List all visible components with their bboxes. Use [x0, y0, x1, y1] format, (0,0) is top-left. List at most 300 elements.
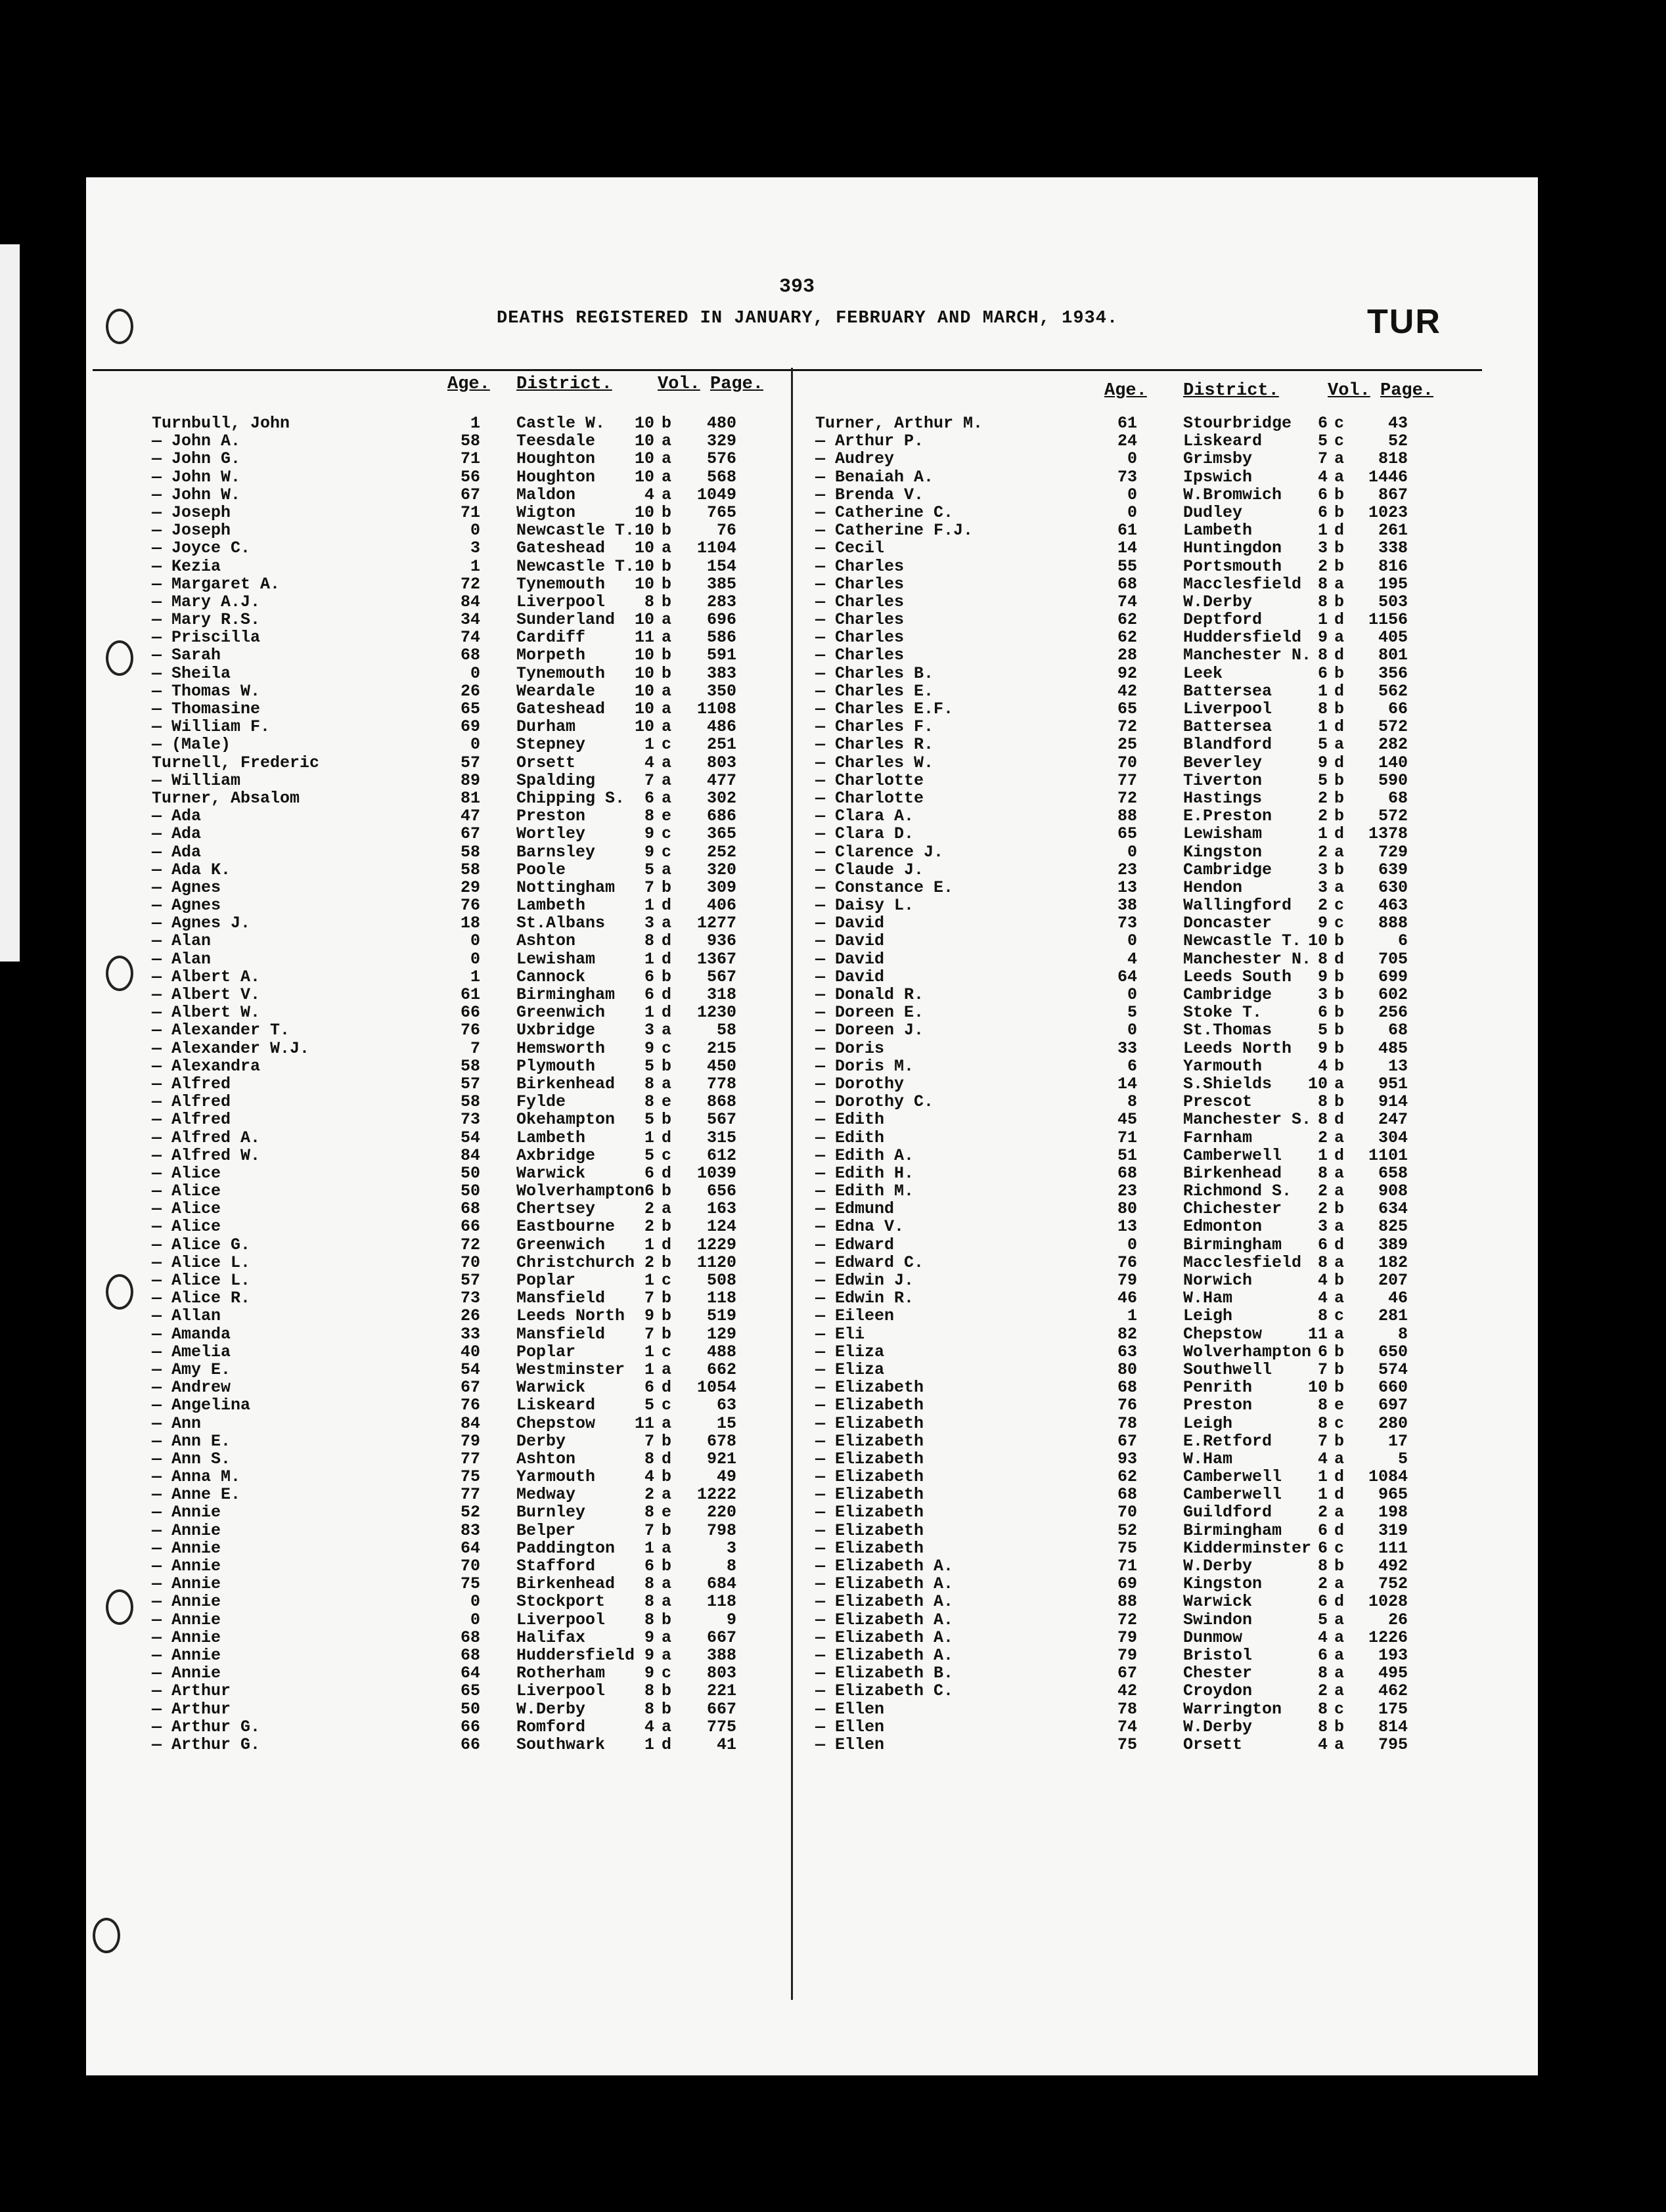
entry-age: 0 — [1127, 1235, 1137, 1254]
entry-age: 75 — [1117, 1538, 1137, 1558]
entry-page: 8 — [726, 1557, 736, 1576]
entry-name: — Arthur G. — [152, 1735, 261, 1754]
entry-volume: 10 — [634, 556, 654, 576]
entry-volume-section: d — [662, 1378, 672, 1398]
entry-page: 3 — [726, 1538, 736, 1558]
entry-page: 319 — [1378, 1520, 1408, 1540]
entry-age: 75 — [460, 1574, 480, 1594]
entry-page: 818 — [1378, 449, 1408, 469]
page-title: DEATHS REGISTERED IN JANUARY, FEBRUARY AND MARCH, 1934. — [497, 309, 1119, 328]
entry-district: Macclesfield — [1183, 574, 1302, 594]
entry-district: Greenwich — [516, 1003, 606, 1023]
entry-volume-section: d — [1334, 646, 1345, 665]
entry-district: Cambridge — [1183, 985, 1272, 1004]
entry-page: 867 — [1378, 485, 1408, 504]
entry-volume: 3 — [644, 1021, 654, 1040]
entry-volume-section: d — [1334, 521, 1345, 541]
entry-volume-section: d — [1334, 717, 1345, 737]
entry-volume: 9 — [1317, 753, 1328, 772]
entry-name: — Amanda — [152, 1324, 231, 1344]
entry-district: Stockport — [516, 1592, 606, 1612]
entry-volume: 8 — [644, 1574, 654, 1594]
entry-name: — Alice L. — [152, 1252, 251, 1272]
entry-page: 280 — [1378, 1413, 1408, 1433]
entry-name: — Edward — [815, 1235, 895, 1254]
entry-age: 73 — [1117, 914, 1137, 933]
entry-name: — Annie — [152, 1574, 221, 1594]
entry-name: — Annie — [152, 1520, 221, 1540]
entry-page: 46 — [1387, 1289, 1408, 1308]
entry-volume: 10 — [1307, 1074, 1328, 1094]
entry-volume-section: a — [662, 539, 672, 558]
entry-age: 28 — [1117, 646, 1137, 665]
entry-page: 795 — [1378, 1735, 1408, 1754]
entry-name: — Catherine F.J. — [815, 521, 974, 541]
punch-hole-icon — [106, 309, 133, 344]
entry-page: 281 — [1378, 1306, 1408, 1326]
entry-volume: 7 — [644, 1289, 654, 1308]
entry-volume-section: d — [1334, 1520, 1345, 1540]
entry-name: — Charles W. — [815, 753, 934, 772]
entry-district: W.Ham — [1183, 1289, 1233, 1308]
entry-page: 8 — [1397, 1324, 1408, 1344]
entry-age: 68 — [460, 646, 480, 665]
entry-volume: 8 — [1317, 574, 1328, 594]
entry-volume: 5 — [1317, 431, 1328, 451]
entry-name: Turner, Absalom — [152, 788, 300, 808]
entry-page: 602 — [1378, 985, 1408, 1004]
entry-name: — Daisy L. — [815, 896, 914, 916]
entry-district: Richmond S. — [1183, 1182, 1292, 1201]
entry-age: 74 — [1117, 1717, 1137, 1736]
entry-page: 68 — [1387, 1021, 1408, 1040]
entry-volume-section: b — [662, 1610, 672, 1629]
entry-district: Dudley — [1183, 502, 1243, 522]
entry-age: 68 — [1117, 574, 1137, 594]
punch-hole-icon — [106, 1589, 133, 1625]
entry-district: Mansfield — [516, 1289, 606, 1308]
entry-age: 4 — [1127, 949, 1137, 969]
entry-district: Poplar — [516, 1271, 576, 1290]
entry-name: — Donald R. — [815, 985, 924, 1004]
entry-volume-section: b — [662, 1289, 672, 1308]
entry-volume-section: a — [1334, 449, 1345, 469]
entry-volume: 6 — [1317, 414, 1328, 433]
entry-name: — Joseph — [152, 521, 231, 541]
entry-name: — Ada — [152, 824, 202, 844]
entry-age: 88 — [1117, 1592, 1137, 1612]
entry-volume-section: a — [662, 770, 672, 790]
entry-page: 662 — [706, 1360, 736, 1379]
entry-name: — Elizabeth A. — [815, 1574, 954, 1594]
entry-page: 1084 — [1368, 1467, 1408, 1487]
entry-district: Blandford — [1183, 735, 1272, 755]
entry-page: 198 — [1378, 1503, 1408, 1522]
entry-district: W.Derby — [516, 1699, 586, 1719]
entry-district: Gateshead — [516, 699, 606, 719]
entry-page: 329 — [706, 431, 736, 451]
entry-page: 477 — [706, 770, 736, 790]
entry-age: 92 — [1117, 663, 1137, 683]
entry-age: 73 — [1117, 467, 1137, 487]
entry-volume: 10 — [634, 539, 654, 558]
entry-district: Spalding — [516, 770, 596, 790]
entry-volume: 4 — [644, 1717, 654, 1736]
entry-age: 29 — [460, 877, 480, 897]
entry-volume-section: b — [662, 574, 672, 594]
entry-volume-section: a — [662, 485, 672, 504]
entry-page: 68 — [1387, 788, 1408, 808]
entry-volume-section: a — [1334, 1163, 1345, 1183]
entry-age: 0 — [470, 931, 480, 951]
entry-volume-section: b — [1334, 770, 1345, 790]
entry-volume: 1 — [644, 1128, 654, 1147]
entry-district: Portsmouth — [1183, 556, 1282, 576]
entry-district: Chichester — [1183, 1199, 1282, 1219]
entry-volume: 1 — [644, 1735, 654, 1754]
entry-name: — Doreen E. — [815, 1003, 924, 1023]
entry-district: Teesdale — [516, 431, 596, 451]
entry-age: 26 — [460, 1306, 480, 1326]
entry-age: 78 — [1117, 1413, 1137, 1433]
entry-age: 18 — [460, 914, 480, 933]
entry-age: 88 — [1117, 807, 1137, 826]
entry-volume-section: d — [662, 1449, 672, 1469]
entry-page: 304 — [1378, 1128, 1408, 1147]
entry-district: Bristol — [1183, 1645, 1253, 1665]
entry-age: 65 — [460, 699, 480, 719]
entry-volume-section: d — [1334, 753, 1345, 772]
entry-volume: 9 — [644, 1645, 654, 1665]
entry-volume: 5 — [1317, 735, 1328, 755]
entry-volume-section: b — [662, 592, 672, 611]
entry-volume: 6 — [1317, 485, 1328, 504]
entry-volume: 2 — [1317, 1574, 1328, 1594]
entry-district: E.Retford — [1183, 1431, 1272, 1451]
entry-age: 72 — [460, 1235, 480, 1254]
entry-volume-section: a — [1334, 1574, 1345, 1594]
entry-page: 251 — [706, 735, 736, 755]
entry-name: — Agnes — [152, 877, 221, 897]
entry-name: — John W. — [152, 485, 241, 504]
entry-district: S.Shields — [1183, 1074, 1272, 1094]
entry-district: Axbridge — [516, 1145, 596, 1165]
entry-volume: 9 — [644, 1038, 654, 1058]
entry-page: 207 — [1378, 1271, 1408, 1290]
entry-page: 660 — [1378, 1378, 1408, 1398]
entry-age: 68 — [460, 1627, 480, 1647]
entry-volume: 2 — [644, 1252, 654, 1272]
entry-volume: 9 — [644, 842, 654, 862]
entry-volume: 6 — [644, 1378, 654, 1398]
entry-page: 252 — [706, 842, 736, 862]
entry-district: Huddersfield — [1183, 628, 1302, 648]
entry-volume: 6 — [644, 985, 654, 1004]
entry-age: 76 — [460, 1021, 480, 1040]
entry-volume: 1 — [644, 949, 654, 969]
entry-page: 576 — [706, 449, 736, 469]
entry-volume-section: e — [662, 1503, 672, 1522]
entry-volume: 9 — [644, 824, 654, 844]
entry-age: 68 — [1117, 1485, 1137, 1505]
entry-volume-section: a — [662, 753, 672, 772]
entry-volume: 7 — [644, 1324, 654, 1344]
entry-district: Burnley — [516, 1503, 586, 1522]
entry-volume: 6 — [1317, 1342, 1328, 1361]
entry-volume-section: a — [662, 1360, 672, 1379]
entry-volume-section: a — [662, 1413, 672, 1433]
entry-district: Cardiff — [516, 628, 586, 648]
entry-volume: 4 — [1317, 1627, 1328, 1647]
entry-district: Liverpool — [516, 592, 606, 611]
entry-name: — Edith A. — [815, 1145, 914, 1165]
entry-page: 118 — [706, 1592, 736, 1612]
entry-volume-section: b — [662, 1110, 672, 1130]
entry-page: 63 — [716, 1396, 736, 1415]
entry-page: 13 — [1387, 1056, 1408, 1076]
entry-volume: 7 — [644, 770, 654, 790]
entry-volume-section: b — [1334, 1360, 1345, 1379]
entry-page: 320 — [706, 860, 736, 879]
entry-volume: 1 — [1317, 717, 1328, 737]
entry-volume-section: b — [1334, 1378, 1345, 1398]
entry-volume: 4 — [644, 485, 654, 504]
entry-page: 801 — [1378, 646, 1408, 665]
entry-page: 43 — [1387, 414, 1408, 433]
entry-volume: 8 — [644, 807, 654, 826]
entry-page: 389 — [1378, 1235, 1408, 1254]
entry-page: 450 — [706, 1056, 736, 1076]
entry-district: Birmingham — [516, 985, 616, 1004]
entry-volume-section: b — [1334, 485, 1345, 504]
entry-district: Christchurch — [516, 1252, 635, 1272]
entry-age: 93 — [1117, 1449, 1137, 1469]
entry-page: 803 — [706, 1664, 736, 1683]
entry-volume-section: a — [1334, 1449, 1345, 1469]
entry-district: Kingston — [1183, 1574, 1263, 1594]
entry-volume: 1 — [1317, 681, 1328, 701]
entry-page: 508 — [706, 1271, 736, 1290]
entry-page: 658 — [1378, 1163, 1408, 1183]
entry-age: 1 — [470, 967, 480, 986]
entry-page: 356 — [1378, 663, 1408, 683]
entry-age: 76 — [460, 896, 480, 916]
entry-district: Nottingham — [516, 877, 616, 897]
entry-name: — Arthur — [152, 1699, 231, 1719]
entry-volume-section: a — [662, 699, 672, 719]
entry-age: 79 — [460, 1431, 480, 1451]
entry-name: — Eli — [815, 1324, 865, 1344]
entry-page: 302 — [706, 788, 736, 808]
entry-name: — Edwin J. — [815, 1271, 914, 1290]
entry-district: Penrith — [1183, 1378, 1253, 1398]
entry-district: Liverpool — [516, 1610, 606, 1629]
entry-name: — Alexander T. — [152, 1021, 290, 1040]
entry-page: 261 — [1378, 521, 1408, 541]
entry-volume-section: d — [1334, 681, 1345, 701]
entry-volume: 7 — [644, 1520, 654, 1540]
entry-age: 0 — [470, 1592, 480, 1612]
entry-district: Ipswich — [1183, 467, 1253, 487]
entry-page: 282 — [1378, 735, 1408, 755]
entry-district: Yarmouth — [1183, 1056, 1263, 1076]
entry-name: — Clarence J. — [815, 842, 944, 862]
entry-page: 154 — [706, 556, 736, 576]
entry-volume: 10 — [634, 699, 654, 719]
entry-volume-section: a — [662, 717, 672, 737]
entry-name: — Arthur P. — [815, 431, 924, 451]
entry-name: — Elizabeth — [815, 1538, 924, 1558]
entry-volume-section: b — [1334, 663, 1345, 683]
entry-district: Chepstow — [1183, 1324, 1263, 1344]
entry-volume-section: a — [662, 1574, 672, 1594]
entry-volume-section: b — [1334, 1717, 1345, 1736]
entry-page: 503 — [1378, 592, 1408, 611]
entry-volume-section: a — [1334, 877, 1345, 897]
entry-name: — Annie — [152, 1592, 221, 1612]
entry-district: Leek — [1183, 663, 1223, 683]
entry-volume: 10 — [634, 467, 654, 487]
entry-age: 14 — [1117, 539, 1137, 558]
entry-volume-section: d — [1334, 949, 1345, 969]
entry-page: 574 — [1378, 1360, 1408, 1379]
entry-page: 111 — [1378, 1538, 1408, 1558]
entry-age: 68 — [460, 1199, 480, 1219]
entry-volume: 8 — [644, 1681, 654, 1701]
entry-volume-section: b — [1334, 1557, 1345, 1576]
entry-age: 71 — [1117, 1557, 1137, 1576]
entry-age: 66 — [460, 1717, 480, 1736]
entry-name: — Ada — [152, 842, 202, 862]
entry-name: — Eliza — [815, 1360, 885, 1379]
entry-name: — Thomasine — [152, 699, 261, 719]
entry-age: 78 — [1117, 1699, 1137, 1719]
entry-age: 71 — [460, 502, 480, 522]
entry-name: — Charles — [815, 556, 905, 576]
entry-volume-section: c — [662, 1271, 672, 1290]
entry-volume: 8 — [644, 931, 654, 951]
entry-page: 350 — [706, 681, 736, 701]
entry-name: — Alfred — [152, 1110, 231, 1130]
entry-page: 1054 — [696, 1378, 736, 1398]
entry-volume-section: b — [662, 1431, 672, 1451]
entry-volume: 10 — [634, 521, 654, 541]
entry-page: 5 — [1397, 1449, 1408, 1469]
entry-page: 936 — [706, 931, 736, 951]
entry-age: 80 — [1117, 1199, 1137, 1219]
entry-district: Fylde — [516, 1092, 566, 1112]
entry-name: — Charles E. — [815, 681, 934, 701]
entry-volume-section: b — [662, 1699, 672, 1719]
entry-district: Liverpool — [1183, 699, 1272, 719]
entry-volume: 10 — [634, 610, 654, 630]
entry-district: Medway — [516, 1485, 576, 1505]
age-header: Age. — [447, 374, 490, 394]
entry-district: Warrington — [1183, 1699, 1282, 1719]
entry-page: 338 — [1378, 539, 1408, 558]
entry-name: — Edith M. — [815, 1182, 914, 1201]
entry-age: 72 — [460, 574, 480, 594]
entry-page: 52 — [1387, 431, 1408, 451]
entry-volume: 6 — [644, 1557, 654, 1576]
entry-volume: 1 — [644, 735, 654, 755]
entry-age: 42 — [1117, 681, 1137, 701]
entry-age: 70 — [1117, 1503, 1137, 1522]
entry-age: 46 — [1117, 1289, 1137, 1308]
entry-district: Romford — [516, 1717, 586, 1736]
entry-volume: 1 — [644, 1003, 654, 1023]
entry-age: 63 — [1117, 1342, 1137, 1361]
entry-volume: 4 — [644, 753, 654, 772]
entry-name: — Allan — [152, 1306, 221, 1326]
entry-volume: 6 — [644, 1163, 654, 1183]
entry-name: — Albert A. — [152, 967, 261, 986]
entry-volume-section: c — [662, 1038, 672, 1058]
entry-district: Guildford — [1183, 1503, 1272, 1522]
entry-volume-section: d — [662, 896, 672, 916]
entry-volume-section: d — [662, 1003, 672, 1023]
entry-volume: 2 — [1317, 1199, 1328, 1219]
entry-age: 13 — [1117, 1217, 1137, 1237]
entry-page: 591 — [706, 646, 736, 665]
entry-volume-section: a — [1334, 1503, 1345, 1522]
entry-age: 0 — [1127, 449, 1137, 469]
entry-volume: 5 — [644, 1056, 654, 1076]
entry-district: Camberwell — [1183, 1467, 1282, 1487]
entry-age: 73 — [460, 1110, 480, 1130]
entry-page: 1101 — [1368, 1145, 1408, 1165]
entry-name: — Alfred — [152, 1092, 231, 1112]
entry-volume-section: a — [662, 467, 672, 487]
entry-name: — Ellen — [815, 1735, 885, 1754]
entry-district: Tiverton — [1183, 770, 1263, 790]
entry-age: 56 — [460, 467, 480, 487]
entry-district: Newcastle T. — [1183, 931, 1302, 951]
entry-page: 888 — [1378, 914, 1408, 933]
entry-name: — David — [815, 967, 885, 986]
entry-age: 64 — [460, 1664, 480, 1683]
entry-district: Mansfield — [516, 1324, 606, 1344]
entry-volume: 8 — [1317, 1699, 1328, 1719]
entry-district: Leeds North — [1183, 1038, 1292, 1058]
entry-volume: 4 — [1317, 1056, 1328, 1076]
entry-district: Derby — [516, 1431, 566, 1451]
entry-district: Farnham — [1183, 1128, 1253, 1147]
entry-district: Wigton — [516, 502, 576, 522]
entry-volume-section: d — [1334, 1485, 1345, 1505]
entry-page: 1028 — [1368, 1592, 1408, 1612]
entry-volume-section: a — [1334, 1681, 1345, 1701]
entry-volume-section: c — [662, 842, 672, 862]
entry-page: 1039 — [696, 1163, 736, 1183]
entry-volume-section: d — [662, 931, 672, 951]
entry-volume-section: d — [662, 1163, 672, 1183]
entry-volume: 1 — [644, 1271, 654, 1290]
entry-volume: 8 — [1317, 1163, 1328, 1183]
entry-page: 765 — [706, 502, 736, 522]
entry-age: 50 — [460, 1182, 480, 1201]
entry-district: Lambeth — [1183, 521, 1253, 541]
entry-age: 67 — [1117, 1431, 1137, 1451]
entry-name: — Priscilla — [152, 628, 261, 648]
entry-page: 9 — [726, 1610, 736, 1629]
entry-page: 309 — [706, 877, 736, 897]
entry-volume: 6 — [644, 1182, 654, 1201]
entry-district: Croydon — [1183, 1681, 1253, 1701]
entry-district: Birkenhead — [1183, 1163, 1282, 1183]
entry-volume-section: b — [1334, 860, 1345, 879]
entry-name: — Edna V. — [815, 1217, 905, 1237]
